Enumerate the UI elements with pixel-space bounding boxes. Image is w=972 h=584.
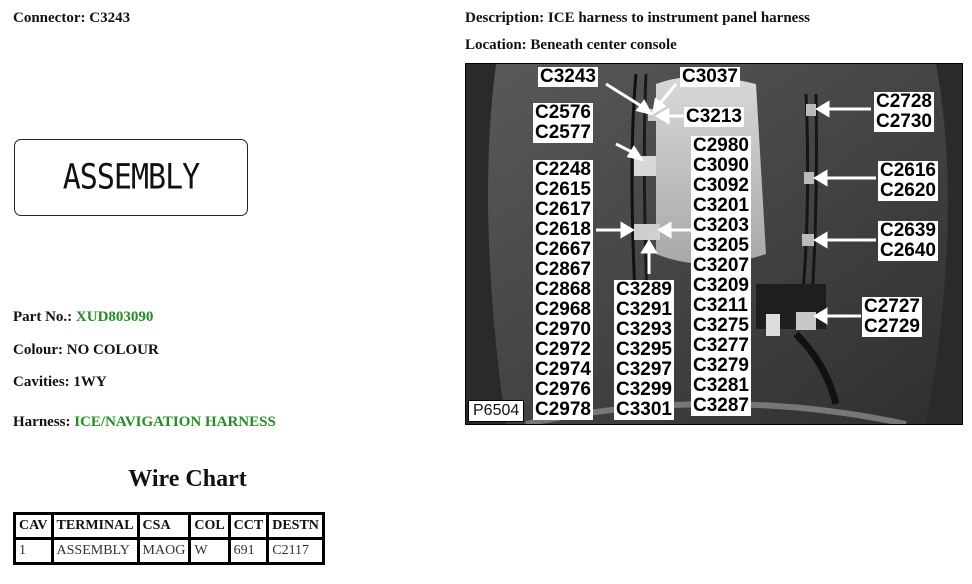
label-c2727-group: C2727 C2729 bbox=[864, 296, 920, 337]
col-header: DESTN bbox=[268, 514, 324, 539]
description-line bbox=[465, 10, 810, 27]
description-label: Description: bbox=[465, 10, 545, 26]
label-c3213: C3213 bbox=[686, 106, 742, 127]
description-value: ICE harness to instrument panel harness bbox=[547, 10, 811, 26]
table-cell: W bbox=[190, 539, 229, 564]
location-label: Location: bbox=[465, 37, 527, 53]
harness-label: Harness: bbox=[13, 414, 71, 430]
assembly-text: ASSEMBLY bbox=[62, 157, 200, 198]
col-header: CAV bbox=[15, 514, 53, 539]
label-center-column: C2980 C3090 C3092 C3201 C3203 C3205 C3207 C3209 C3211 C3275 C3277 C3279 C3281 C3287 bbox=[693, 135, 749, 416]
label-c2576-group: C2576 C2577 bbox=[535, 102, 591, 143]
label-c2728-group: C2728 C2730 bbox=[876, 91, 932, 132]
wire-chart-table bbox=[13, 512, 325, 565]
connector-value: C3243 bbox=[89, 10, 131, 26]
col-header: COL bbox=[190, 514, 229, 539]
label-left-column: C2248 C2615 C2617 C2618 C2667 C2867 C2868 C2968 C2970 C2972 C2974 C2976 C2978 bbox=[535, 159, 591, 420]
colour-value: NO COLOUR bbox=[66, 342, 159, 358]
table-cell: ASSEMBLY bbox=[52, 539, 138, 564]
assembly-image bbox=[14, 139, 248, 216]
colour-label: Colour: bbox=[13, 342, 63, 358]
cavities-value: 1WY bbox=[73, 374, 107, 390]
table-cell: MAOG bbox=[138, 539, 190, 564]
part-no-line bbox=[13, 309, 153, 326]
table-row bbox=[15, 539, 324, 564]
table-cell: 691 bbox=[229, 539, 268, 564]
label-mid-column: C3289 C3291 C3293 C3295 C3297 C3299 C3301 bbox=[616, 279, 672, 420]
table-cell[interactable]: C2117 bbox=[268, 539, 324, 564]
label-c2616-group: C2616 C2620 bbox=[880, 160, 936, 201]
label-c3037: C3037 bbox=[682, 66, 738, 87]
harness-line bbox=[13, 414, 276, 431]
cavities-label: Cavities: bbox=[13, 374, 70, 390]
col-header: TERMINAL bbox=[52, 514, 138, 539]
part-no-link[interactable]: XUD803090 bbox=[75, 309, 154, 325]
label-c3243: C3243 bbox=[540, 66, 596, 87]
label-c2639-group: C2639 C2640 bbox=[880, 220, 936, 261]
wire-chart-title: Wire Chart bbox=[128, 466, 247, 492]
location-line bbox=[465, 37, 677, 54]
part-no-label: Part No.: bbox=[13, 309, 73, 325]
col-header: CSA bbox=[138, 514, 190, 539]
table-cell: 1 bbox=[15, 539, 53, 564]
location-value: Beneath center console bbox=[530, 37, 677, 53]
harness-link[interactable]: ICE/NAVIGATION HARNESS bbox=[74, 414, 276, 430]
connector-label: Connector: bbox=[13, 10, 86, 26]
connector-line bbox=[13, 10, 130, 27]
photo-code: P6504 bbox=[468, 400, 524, 422]
table-header-row bbox=[15, 514, 324, 539]
cavities-line bbox=[13, 374, 107, 391]
location-photo bbox=[465, 63, 963, 425]
colour-line bbox=[13, 342, 159, 359]
col-header: CCT bbox=[229, 514, 268, 539]
